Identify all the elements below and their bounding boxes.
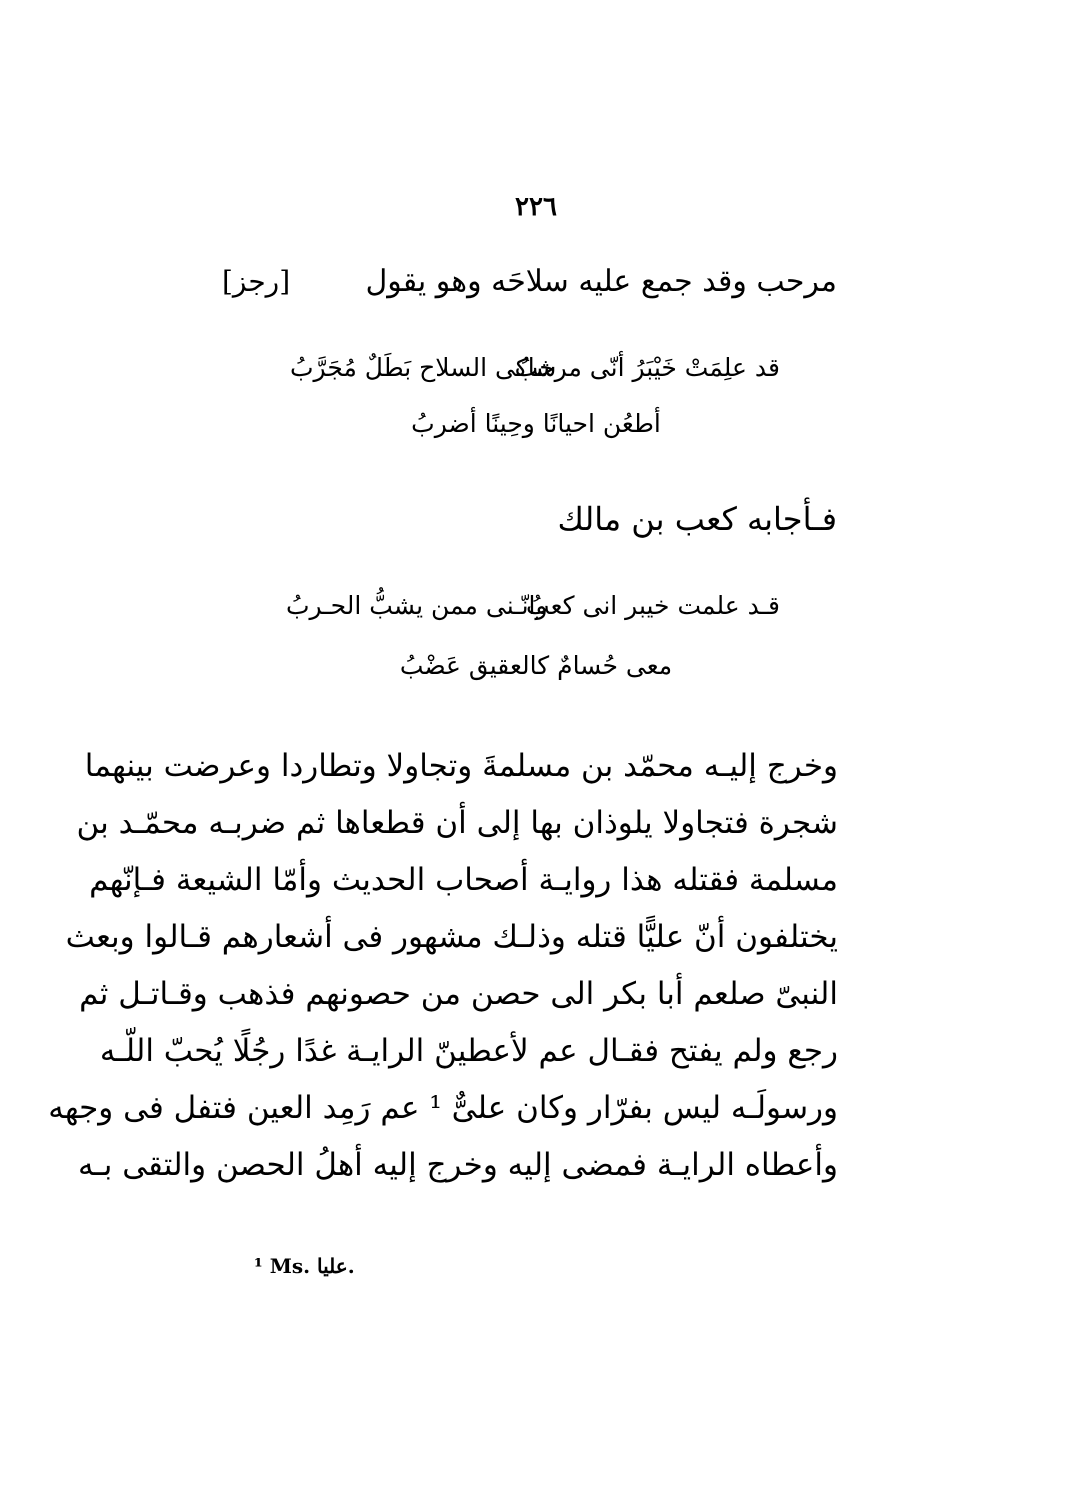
section-heading: مرحب وقد جمع عليه سلاحَه وهو يقول (365, 264, 837, 299)
poem2-line2: معى حُسامٌ كالعقيق عَضْبُ (399, 651, 673, 680)
prose-line: شجرة فتجاولا يلوذان بها إلى أن قطعاها ثم ضربـه محمّـد بن (76, 805, 838, 841)
prose-line: النبىّ صلعم أبا بكر الى حصن من حصونهم فذهب وقـاتـل ثم (79, 976, 838, 1012)
prose-line: مسلمة فقتله هذا روايـة أصحاب الحديث وأمّا الشيعة فـإنّهم (89, 862, 838, 898)
poem1-line2: أطعُن احيانًا وحِينًا أضربُ (411, 409, 661, 438)
section-heading-line (222, 258, 837, 306)
poem1-line1-left-hemistich: شاكى السلاح بَطَلٌ مُجَرَّبُ (290, 353, 557, 382)
poem1-line1 (290, 348, 780, 388)
prose-line: ورسولَـه ليس بفرّار وكان علىٌّ ¹ عم رَمِد العين فتفل فى وجهه (48, 1090, 838, 1126)
meter-tag: [رجز] (222, 265, 291, 298)
prose-paragraph (48, 738, 838, 1194)
prose-line: يختلفون أنّ عليًّا قتله وذلـك مشهور فى أشعارهم قـالوا وبعث (65, 919, 838, 955)
footnote: ¹ Ms. عليا. (254, 1254, 355, 1278)
prose-line: وخرج إليـه محمّد بن مسلمةَ وتجاولا وتطاردا وعرضت بينهما (84, 748, 838, 784)
poem1-line1-right-hemistich: قد علِمَتْ خَيْبَرُ أنّى مرحبُ (514, 353, 780, 382)
poem2-line1-left-hemistich: وانّـنى ممن يشبُّ الحـربُ (286, 591, 548, 620)
subheading: فـأجابه كعب بن مالك (557, 500, 837, 538)
poem2-line1-right-hemistich: قـد علمت خيبر انى كعبُ (526, 591, 780, 620)
prose-line: وأعطاه الرايـة فمضى إليه وخرج إليه أهلُ الحصن والتقى بـه (78, 1147, 838, 1183)
poem2-line1 (286, 586, 780, 626)
prose-line: رجع ولم يفتح فقـال عم لأعطينّ الرايـة غدًا رجُلًا يُحبّ اللّـه (99, 1033, 838, 1069)
page-number: ٢٢٦ (515, 192, 557, 222)
